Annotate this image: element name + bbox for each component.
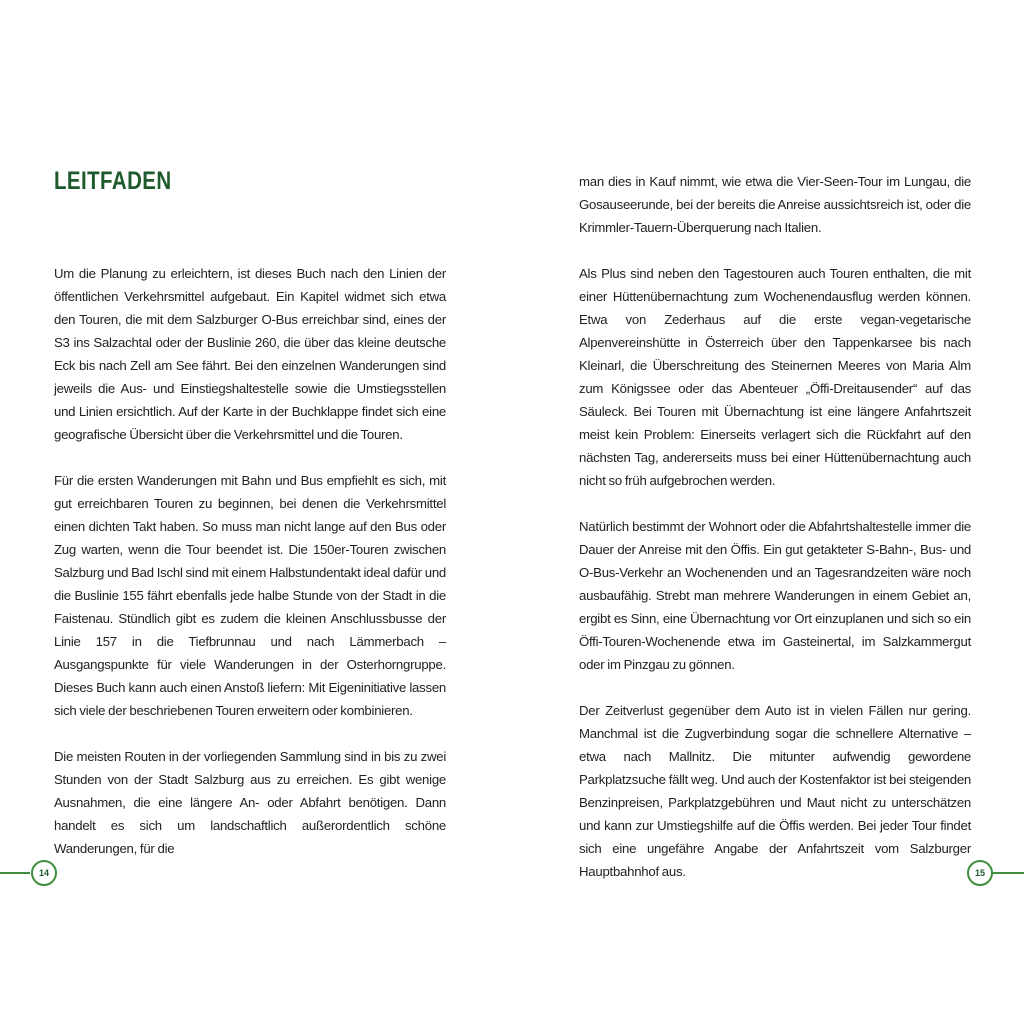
paragraph: Natürlich bestimmt der Wohnort oder die Abfahrtshaltestelle immer die Dauer der Anreise mit den Öffis. Ein gut getakteter S-Bahn-, Bus- und O-Bus-Verkehr an Wochenenden und an Tagesrandzeiten wäre noch ausbaufähig. Strebt man mehrere Wanderungen in einem Gebiet an, ergibt es Sinn, eine Übernachtung vor Ort einzuplanen und sich so ein Öffi-Touren-Wochenende etwa im Gasteinertal, im Salzkammergut oder im Pinzgau zu gönnen. bbox=[579, 519, 971, 672]
paragraph: Die meisten Routen in der vorliegenden Sammlung sind in bis zu zwei Stunden von der Stadt Salzburg aus zu erreichen. Es gibt wenige Ausnahmen, die eine längere An- oder Abfahrt benötigen. Dann handelt es sich um landschaftlich außerordentlich schöne Wanderungen, für die bbox=[54, 749, 446, 856]
paragraph: Für die ersten Wanderungen mit Bahn und Bus empfiehlt es sich, mit gut erreichbaren Touren zu beginnen, bei denen die Verkehrsmittel einen dichten Takt haben. So muss man nicht lange auf den Bus oder Zug warten, wenn die Tour beendet ist. Die 150er-Touren zwischen Salzburg und Bad Ischl sind mit einem Halbstundentakt ideal dafür und die Buslinie 155 fährt ebenfalls jede halbe Stunde von der Stadt in die Faistenau. Stündlich gibt es zudem die kleinen Anschlussbusse der Linie 157 in die Tiefbrunnau und nach Lämmerbach – Ausgangspunkte für viele Wanderungen in der Osterhorngruppe. Dieses Buch kann auch einen Anstoß liefern: Mit Eigeninitiative lassen sich viele der beschriebenen Touren erweitern oder kombinieren. bbox=[54, 473, 446, 718]
right-text-column bbox=[579, 170, 971, 906]
folio-line-left bbox=[0, 872, 30, 874]
right-page bbox=[512, 0, 1024, 1024]
folio-line-right bbox=[992, 872, 1024, 874]
chapter-heading: LEITFADEN bbox=[54, 167, 172, 195]
left-text-column bbox=[54, 262, 446, 883]
page-number-right: 15 bbox=[967, 860, 993, 886]
paragraph: man dies in Kauf nimmt, wie etwa die Vier-Seen-Tour im Lungau, die Gosauseerunde, bei der bereits die Anreise aussichtsreich ist, oder die Krimmler-Tauern-Überquerung nach Italien. bbox=[579, 174, 971, 235]
paragraph: Um die Planung zu erleichtern, ist dieses Buch nach den Linien der öffentlichen Verkehrsmittel aufgebaut. Ein Kapitel widmet sich etwa den Touren, die mit dem Salzburger O-Bus erreichbar sind, eines der S3 ins Salzachtal oder der Buslinie 260, die über das kleine deutsche Eck bis nach Zell am See fährt. Bei den einzelnen Wanderungen sind jeweils die Aus- und Einstiegshaltestelle sowie die Umstiegsstellen und Linien ersichtlich. Auf der Karte in der Buchklappe findet sich eine geografische Übersicht über die Verkehrsmittel und die Touren. bbox=[54, 266, 446, 442]
paragraph: Als Plus sind neben den Tagestouren auch Touren enthalten, die mit einer Hüttenübernachtung zum Wochenendausflug werden können. Etwa von Zederhaus auf die erste vegan-vegetarische Alpenvereinshütte in Österreich über den Tappenkarsee bis nach Kleinarl, die Überschreitung des Steinernen Meeres von Maria Alm zum Königssee oder das Abenteuer „Öffi-Dreitausender“ auf das Säuleck. Bei Touren mit Übernachtung ist eine längere Anfahrtszeit meist kein Problem: Einerseits verlagert sich die Rückfahrt auf den nächsten Tag, andererseits muss bei einer Hüttenübernachtung auch nicht so früh aufgebrochen werden. bbox=[579, 266, 971, 488]
paragraph: Der Zeitverlust gegenüber dem Auto ist in vielen Fällen nur gering. Manchmal ist die Zugverbindung sogar die schnellere Alternative – etwa nach Mallnitz. Die mitunter aufwendig gewordene Parkplatzsuche fällt weg. Und auch der Kostenfaktor ist bei steigenden Benzinpreisen, Parkplatzgebühren und Maut nicht zu unterschätzen und kann zur Umstiegshilfe auf die Öffis werden. Bei jeder Tour findet sich eine ungefähre Angabe der Anfahrtszeit vom Salzburger Hauptbahnhof aus. bbox=[579, 703, 971, 879]
page-number-left: 14 bbox=[31, 860, 57, 886]
